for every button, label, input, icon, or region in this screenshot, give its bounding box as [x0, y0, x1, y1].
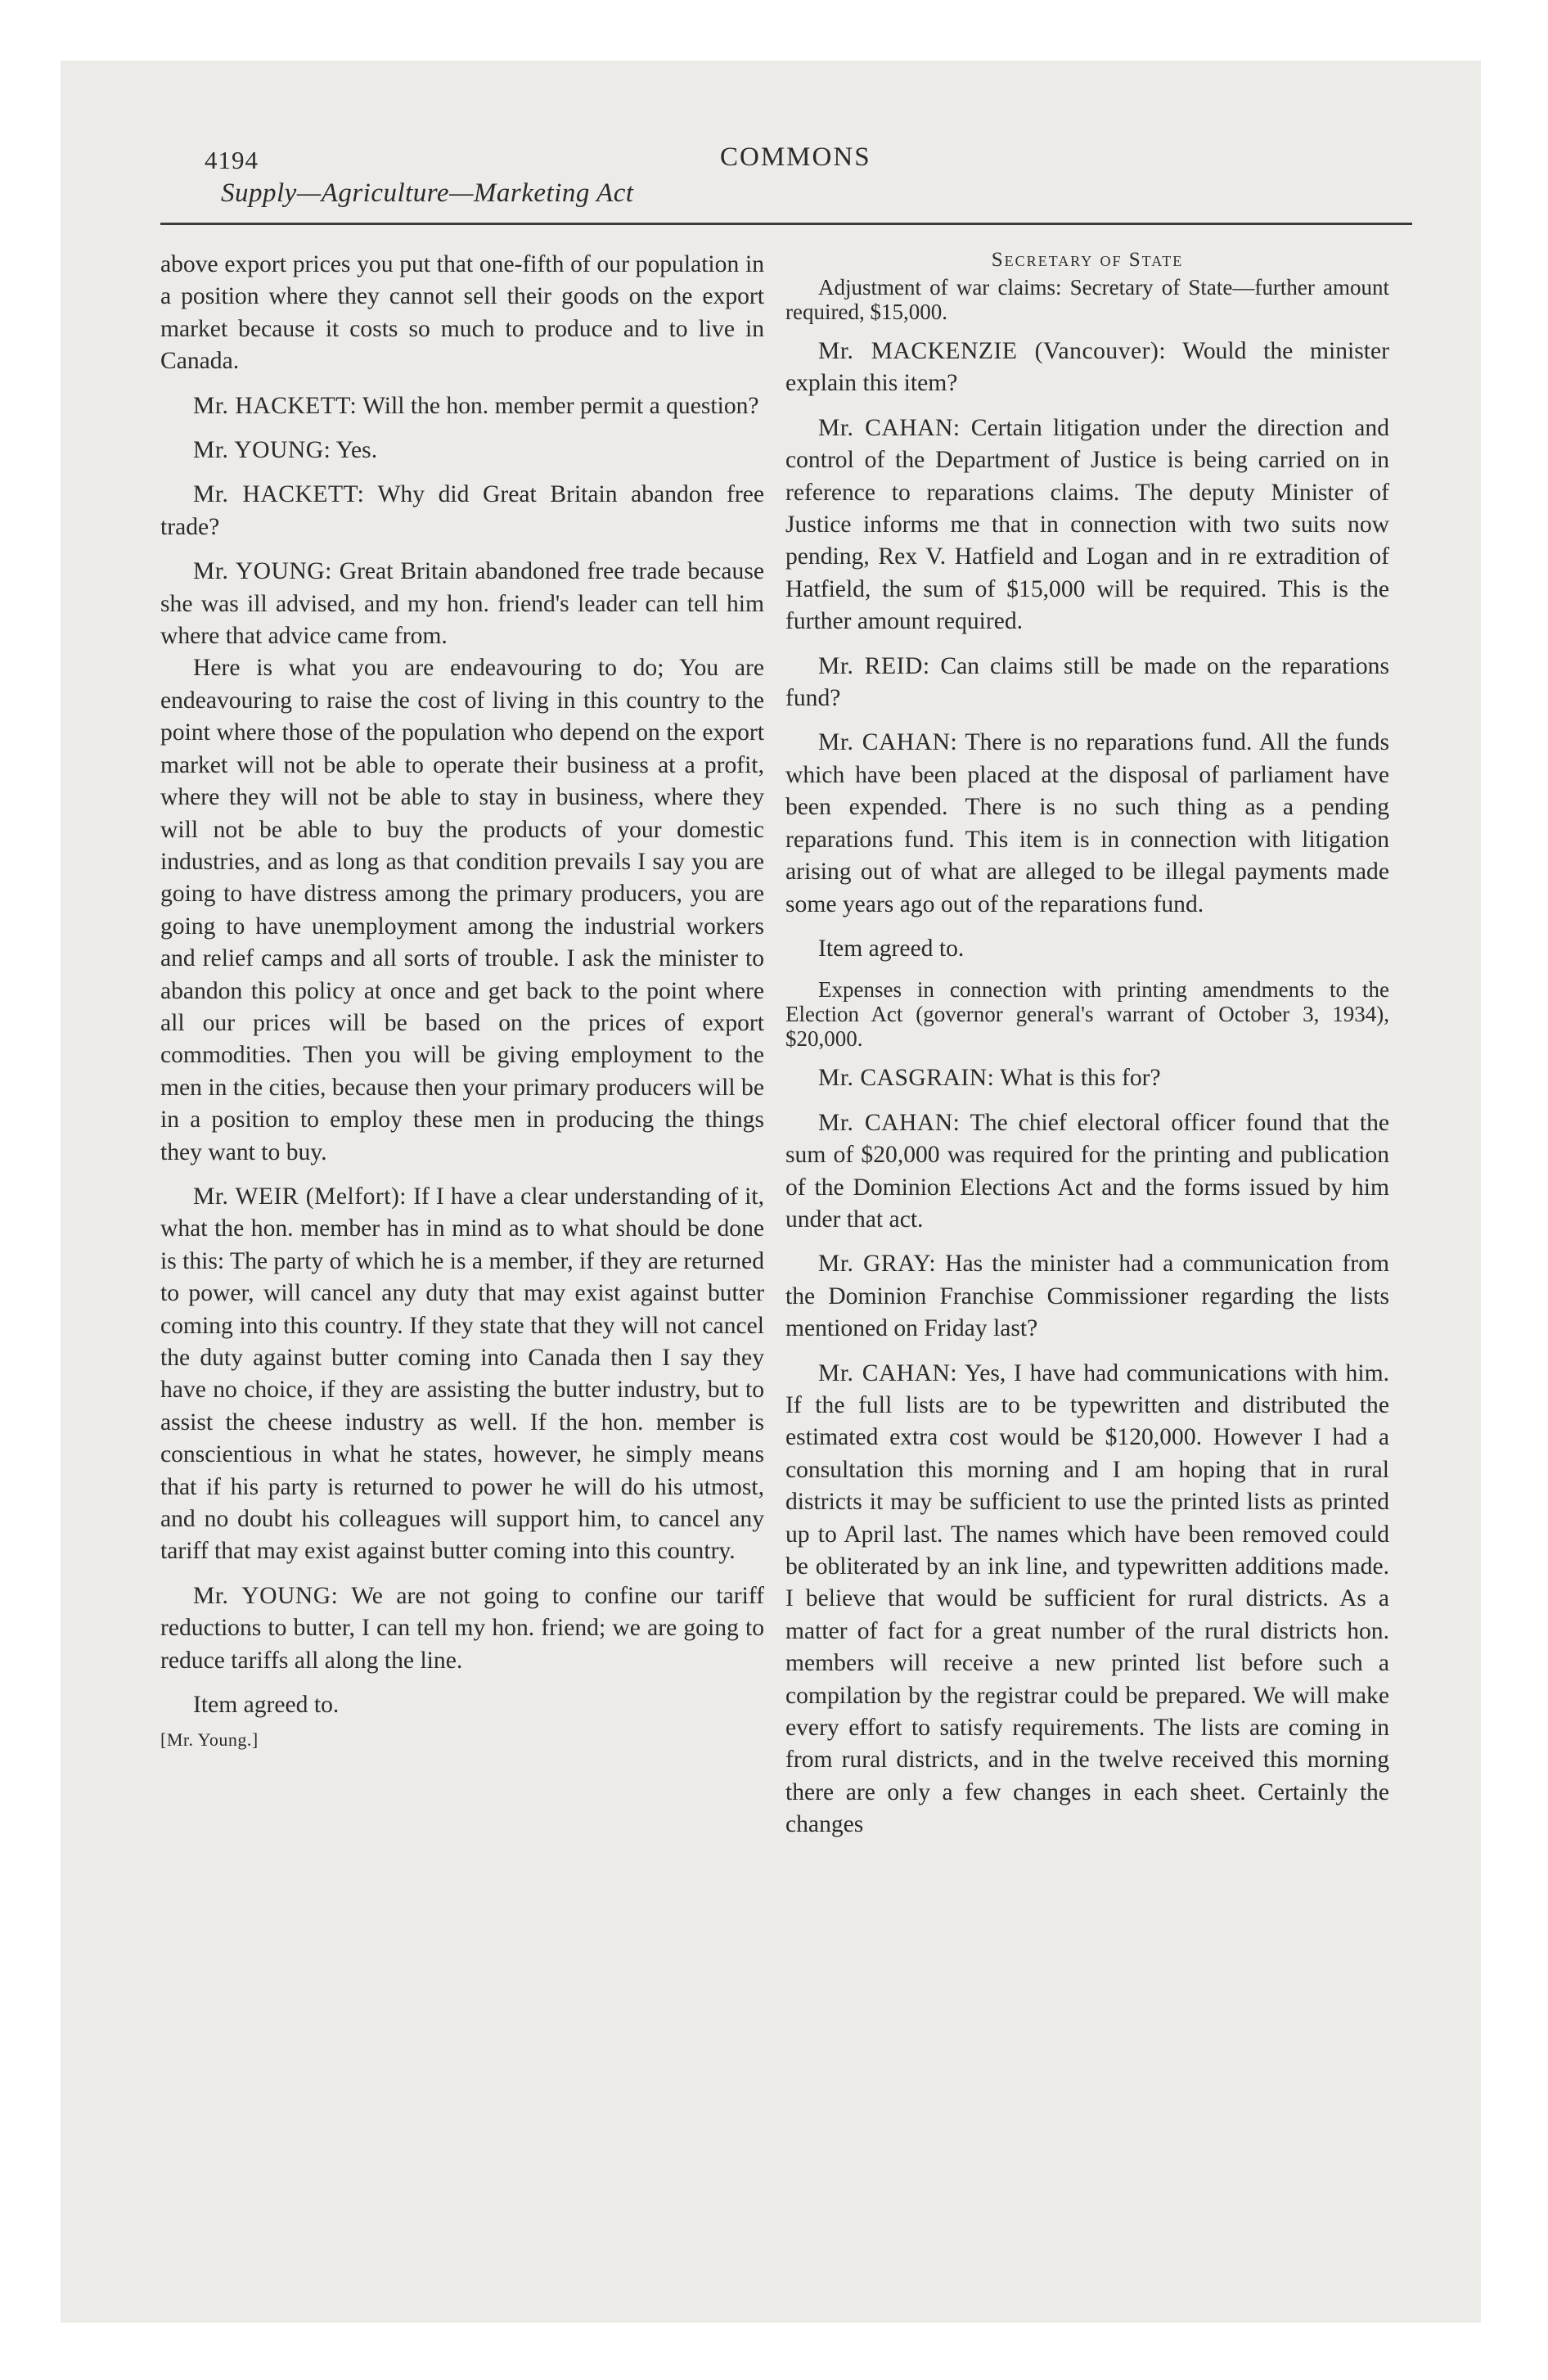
paragraph: Mr. MACKENZIE (Vancouver): Would the minister explain this item? [785, 338, 1389, 397]
speaker-name: Mr. YOUNG: [193, 1582, 339, 1609]
header-rule [160, 223, 1412, 225]
paragraph: Mr. CAHAN: Certain litigation under the direction and control of the Department of Justice is being carried on in reference to reparations claims. The deputy Minister of Justice informs me that in connection with two suits now pending, Rex V. Hatfield and Logan and in re extradition of Hatfield, the sum of $15,000 will be required. This is the further amount required. [785, 414, 1389, 635]
paragraph: Mr. HACKETT: Will the hon. member permit a question? [193, 392, 759, 419]
speaker-name: Mr. REID: [818, 652, 930, 679]
paragraph: Mr. YOUNG: We are not going to confine our tariff reductions to butter, I can tell my hon. friend; we are going to reduce tariffs all along the line. [160, 1582, 764, 1674]
paragraph: Mr. CASGRAIN: What is this for? [818, 1065, 1161, 1092]
speaker-name: Mr. CASGRAIN: [818, 1065, 995, 1092]
speaker-name: Mr. CAHAN: [818, 729, 958, 756]
speaker-name: Mr. WEIR (Melfort): [193, 1183, 407, 1210]
house-title: COMMONS [720, 142, 871, 172]
paragraph: Item agreed to. [818, 935, 965, 962]
speaker-name: Mr. YOUNG: [193, 437, 331, 464]
paragraph: Mr. CAHAN: Yes, I have had communications with him. If the full lists are to be typewritten and distributed the estimated extra cost would be $120,000. However I had a consultation this morning and I am hoping that in rural districts it may be sufficient to use the printed lists as printed up to April last. The names which have been removed could be obliterated by an ink line, and typewritten additions made. I believe that would be sufficient for rural districts. As a matter of fact for a great number of the rural districts hon. members will receive a new printed list before such a compilation by the registrar could be prepared. We will make every effort to satisfy requirements. The lists are coming in from rural districts, and in the twelve received this morning there are only a few changes in each sheet. Certainly the changes [785, 1359, 1389, 1838]
paragraph: Here is what you are endeavouring to do; You are endeavouring to raise the cost of living in this country to the point where those of the population who depend on the export market will not be able to operate their business at a profit, where they will not be able to stay in business, where they will not be able to buy the products of your domestic industries, and as long as that condition prevails I say you are going to have distress among the primary producers, you are going to have unemployment among the industrial workers and relief camps and all sorts of trouble. I ask the minister to abandon this policy at once and get back to the point where all our prices will be based on the prices of export commodities. Then you will be giving employment to the men in the cities, because then your primary producers will be in a position to employ these men in producing the things they want to buy. [160, 655, 764, 1165]
speaker-name: Mr. YOUNG: [193, 558, 332, 585]
paragraph: above export prices you put that one-fifth of our population in a position where they cannot sell their goods on the export market because it costs so much to produce and to live in Canada. [160, 251, 764, 375]
paragraph: Item agreed to. [193, 1692, 340, 1719]
paragraph: Mr. CAHAN: There is no reparations fund. All the funds which have been placed at the disposal of parliament have been expended. There is no such thing as a pending reparations fund. This item is in connection with litigation arising out of what are alleged to be illegal payments made some years ago out of the reparations fund. [785, 729, 1389, 917]
speaker-name: Mr. HACKETT: [193, 481, 365, 508]
running-subject: Supply—Agriculture—Marketing Act [221, 178, 634, 208]
speaker-name: Mr. GRAY: [818, 1251, 937, 1278]
estimate-item: Expenses in connection with printing amendments to the Election Act (governor general's warrant of October 3, 1934), $20,000. [785, 977, 1389, 1052]
estimate-item: Adjustment of war claims: Secretary of State—further amount required, $15,000. [785, 275, 1389, 324]
paragraph: Mr. YOUNG: Great Britain abandoned free trade because she was ill advised, and my hon. friend's leader can tell him where that advice came from. [160, 558, 764, 650]
paragraph: Mr. CAHAN: The chief electoral officer found that the sum of $20,000 was required for the printing and publication of the Dominion Elections Act and the forms issued by him under that act. [785, 1109, 1389, 1233]
paragraph: Mr. WEIR (Melfort): If I have a clear understanding of it, what the hon. member has in mind as to what should be done is this: The party of which he is a member, if they are returned to power, will cancel any duty that may exist against butter coming into this country. If they state that they will not cancel the duty against butter coming into Canada then I say they have no choice, if they are assisting the butter industry, but to assist the cheese industry as well. If the hon. member is conscientious in what he states, however, he simply means that if his party is returned to power he will do his utmost, and no doubt his colleagues will support him, to cancel any tariff that may exist against butter coming into this country. [160, 1183, 764, 1565]
speaker-attribution: [Mr. Young.] [160, 1729, 259, 1751]
speaker-name: Mr. CAHAN: [818, 1109, 961, 1136]
paragraph: Mr. GRAY: Has the minister had a communication from the Dominion Franchise Commissioner regarding the lists mentioned on Friday last? [785, 1251, 1389, 1342]
paragraph: Mr. YOUNG: Yes. [193, 437, 378, 464]
speaker-name: Mr. HACKETT: [193, 392, 358, 419]
paragraph: Mr. HACKETT: Why did Great Britain abandon free trade? [160, 481, 765, 540]
right-column [785, 249, 1389, 1854]
page-number: 4194 [205, 146, 259, 174]
speaker-name: Mr. MACKENZIE (Vancouver): [818, 338, 1167, 364]
speaker-name: Mr. CAHAN: [818, 414, 961, 441]
speaker-name: Mr. CAHAN: [818, 1359, 958, 1386]
left-column [160, 249, 764, 1751]
paragraph: Mr. REID: Can claims still be made on the reparations fund? [785, 652, 1389, 712]
section-heading: Secretary of State [991, 249, 1184, 271]
